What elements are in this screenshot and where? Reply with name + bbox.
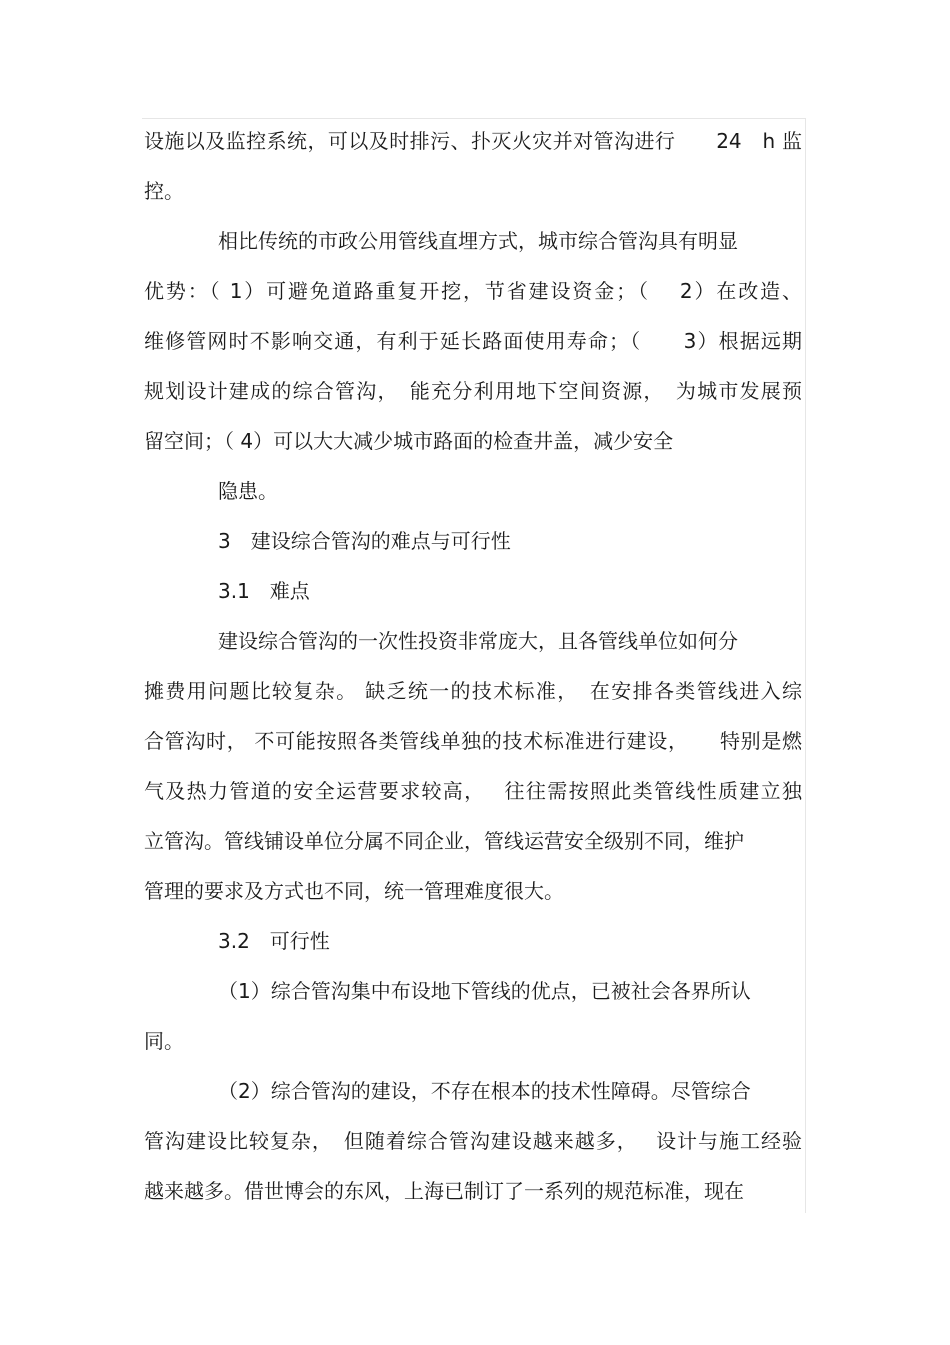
text-line: 控。 xyxy=(144,179,184,203)
text-line: 同。 xyxy=(144,1029,184,1053)
text-line: 留空间；（ 4）可以大大减少城市路面的检查井盖，减少安全 xyxy=(144,429,674,453)
text-line: 摊费用问题比较复杂。 缺乏统一的技术标准， 在安排各类管线进入综 xyxy=(144,679,802,703)
text-line: 维修管网时不影响交通，有利于延长路面使用寿命；（ 3）根据远期 xyxy=(144,329,802,353)
subsection-heading: 3.2 可行性 xyxy=(218,929,330,953)
section-heading: 3 建设综合管沟的难点与可行性 xyxy=(218,529,511,553)
text-line: 隐患。 xyxy=(218,479,278,503)
text-line: 管理的要求及方式也不同，统一管理难度很大。 xyxy=(144,879,564,903)
text-line: 气及热力管道的安全运营要求较高， 往往需按照此类管线性质建立独 xyxy=(144,779,802,803)
text-line: （1）综合管沟集中布设地下管线的优点，已被社会各界所认 xyxy=(218,979,751,1003)
text-line: 立管沟。管线铺设单位分属不同企业，管线运营安全级别不同，维护 xyxy=(144,829,744,853)
text-line: 设施以及监控系统，可以及时排污、扑灭火灾并对管沟进行 24 h 监 xyxy=(144,129,802,153)
text-line: 相比传统的市政公用管线直埋方式，城市综合管沟具有明显 xyxy=(218,229,738,253)
subsection-heading: 3.1 难点 xyxy=(218,579,310,603)
text-line: 合管沟时， 不可能按照各类管线单独的技术标准进行建设， 特别是燃 xyxy=(144,729,802,753)
text-line: 越来越多。借世博会的东风，上海已制订了一系列的规范标准，现在 xyxy=(144,1179,744,1203)
text-line: 规划设计建成的综合管沟， 能充分利用地下空间资源， 为城市发展预 xyxy=(144,379,802,403)
text-line: 建设综合管沟的一次性投资非常庞大，且各管线单位如何分 xyxy=(218,629,738,653)
text-line: 优势：（ 1）可避免道路重复开挖，节省建设资金；（ 2）在改造、 xyxy=(144,279,802,303)
text-line: 管沟建设比较复杂， 但随着综合管沟建设越来越多， 设计与施工经验 xyxy=(144,1129,802,1153)
text-line: （2）综合管沟的建设，不存在根本的技术性障碍。尽管综合 xyxy=(218,1079,751,1103)
